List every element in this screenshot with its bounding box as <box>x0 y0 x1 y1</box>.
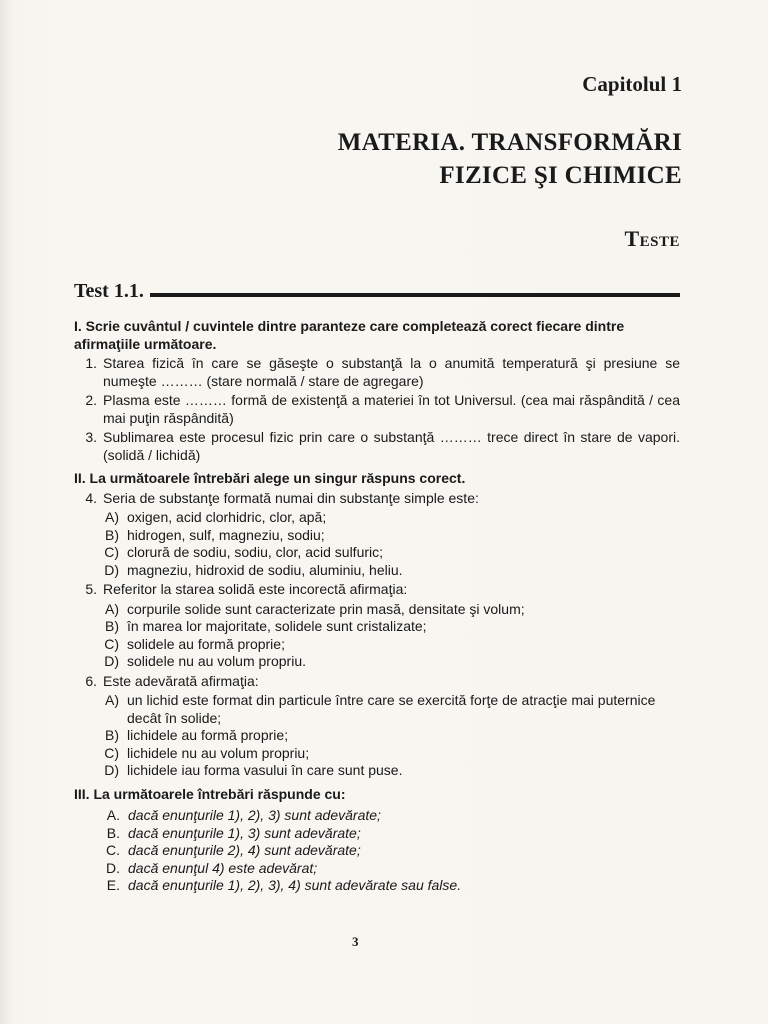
option-letter: B) <box>105 526 119 543</box>
part-3-heading: III. La următoarele întrebări răspunde cu: <box>74 785 346 802</box>
option-text: dacă enunţurile 1), 2), 3), 4) sunt adevărate sau false. <box>128 877 462 893</box>
option-letter: D) <box>104 653 119 669</box>
answer-options <box>74 692 680 780</box>
question-text: Plasma este ……… formă de existenţă a materiei în tot Universul. (cea mai răspândită / cea mai puţin răspândită) <box>103 392 680 426</box>
answer-option <box>74 636 680 654</box>
answer-key-options <box>74 807 680 895</box>
chapter-title <box>338 126 682 192</box>
test-content <box>74 318 680 895</box>
answer-option <box>74 562 680 580</box>
option-text: oxigen, acid clorhidric, clor, apă; <box>127 509 327 525</box>
answer-option <box>74 509 680 527</box>
answer-key-option <box>74 860 680 878</box>
option-letter: A) <box>105 509 119 525</box>
question-text: Este adevărată afirmaţia: <box>103 672 259 689</box>
option-letter: D. <box>106 859 120 876</box>
part-1-heading: I. Scrie cuvântul / cuvintele dintre paranteze care completează corect fiecare dintre afirmaţiile următoare. <box>74 318 625 352</box>
option-letter: C. <box>106 842 120 858</box>
option-letter: B) <box>105 618 119 634</box>
question-text: Starea fizică în care se găseşte o substanţă la o anumită temperatură şi presiune se numeşte ……… (stare normală / stare de agregare) <box>103 355 680 389</box>
question-number: 5. <box>85 581 97 597</box>
answer-key-option <box>74 825 680 843</box>
option-text: dacă enunţurile 1), 2), 3) sunt adevărate; <box>128 807 381 823</box>
question <box>74 429 680 464</box>
option-letter: C) <box>104 635 119 652</box>
answer-option <box>74 745 680 763</box>
question-text: Seria de substanţe formată numai din substanţe simple este: <box>103 489 479 506</box>
chapter-title-line-1: MATERIA. TRANSFORMĂRI <box>337 129 682 156</box>
option-letter: D) <box>104 561 119 578</box>
answer-options <box>74 509 680 579</box>
answer-option <box>74 692 680 727</box>
heading-rule <box>150 293 680 297</box>
question-number: 2. <box>85 392 97 408</box>
question-text: Referitor la starea solidă este incorectă afirmaţia: <box>103 581 408 597</box>
answer-option <box>74 544 680 562</box>
question <box>74 490 680 508</box>
question-number: 3. <box>85 429 97 445</box>
option-text: hidrogen, sulf, magneziu, sodiu; <box>127 526 325 543</box>
option-text: lichidele au formă proprie; <box>127 727 289 743</box>
question-number: 6. <box>85 672 97 689</box>
section-title: Teste <box>624 226 680 251</box>
answer-option <box>74 601 680 619</box>
option-text: magneziu, hidroxid de sodiu, aluminiu, heliu. <box>127 561 403 578</box>
option-text: un lichid este format din particule între care se exercită forţe de atracţie mai puternice decât în solide; <box>127 692 656 726</box>
answer-option <box>74 727 680 745</box>
option-text: clorură de sodiu, sodiu, clor, acid sulfuric; <box>127 544 384 560</box>
option-letter: B) <box>105 727 119 743</box>
answer-key-option <box>74 877 680 895</box>
option-letter: A. <box>106 807 120 823</box>
option-text: corpurile solide sunt caracterizate prin masă, densitate şi volum; <box>127 600 525 617</box>
answer-key-option <box>74 842 680 860</box>
answer-option <box>74 527 680 545</box>
option-letter: C) <box>104 544 119 560</box>
option-letter: B. <box>106 824 120 841</box>
option-letter: D) <box>104 762 119 778</box>
question <box>74 355 680 390</box>
option-text: lichidele nu au volum propriu; <box>127 744 310 761</box>
option-text: dacă enunţurile 2), 4) sunt adevărate; <box>128 842 361 858</box>
answer-option <box>74 653 680 671</box>
option-text: solidele au formă proprie; <box>127 635 285 652</box>
option-letter: E. <box>106 877 120 893</box>
question <box>74 673 680 691</box>
test-label: Test 1.1. <box>74 280 144 302</box>
chapter-title-line-2: FIZICE ŞI CHIMICE <box>439 162 682 189</box>
option-text: solidele nu au volum propriu. <box>127 653 306 669</box>
option-text: dacă enunţul 4) este adevărat; <box>128 859 318 876</box>
answer-option <box>74 762 680 780</box>
question-number: 4. <box>85 489 97 506</box>
answer-options <box>74 601 680 671</box>
option-text: în marea lor majoritate, solidele sunt cristalizate; <box>127 618 427 634</box>
option-letter: A) <box>105 692 119 708</box>
test-heading <box>74 280 680 303</box>
answer-key-option <box>74 807 680 825</box>
answer-option <box>74 618 680 636</box>
question-text: Sublimarea este procesul fizic prin care o substanţă ……… trece direct în stare de vapori. (solidă / lichidă) <box>103 429 680 463</box>
chapter-label: Capitolul 1 <box>582 72 682 96</box>
option-text: lichidele iau forma vasului în care sunt puse. <box>127 762 403 778</box>
page-number: 3 <box>352 934 359 949</box>
option-letter: A) <box>105 600 119 617</box>
option-letter: C) <box>104 744 119 761</box>
part-2-heading: II. La următoarele întrebări alege un singur răspuns corect. <box>74 470 466 486</box>
question <box>74 581 680 599</box>
option-text: dacă enunţurile 1), 3) sunt adevărate; <box>128 824 361 841</box>
question <box>74 392 680 427</box>
question-number: 1. <box>85 355 97 371</box>
